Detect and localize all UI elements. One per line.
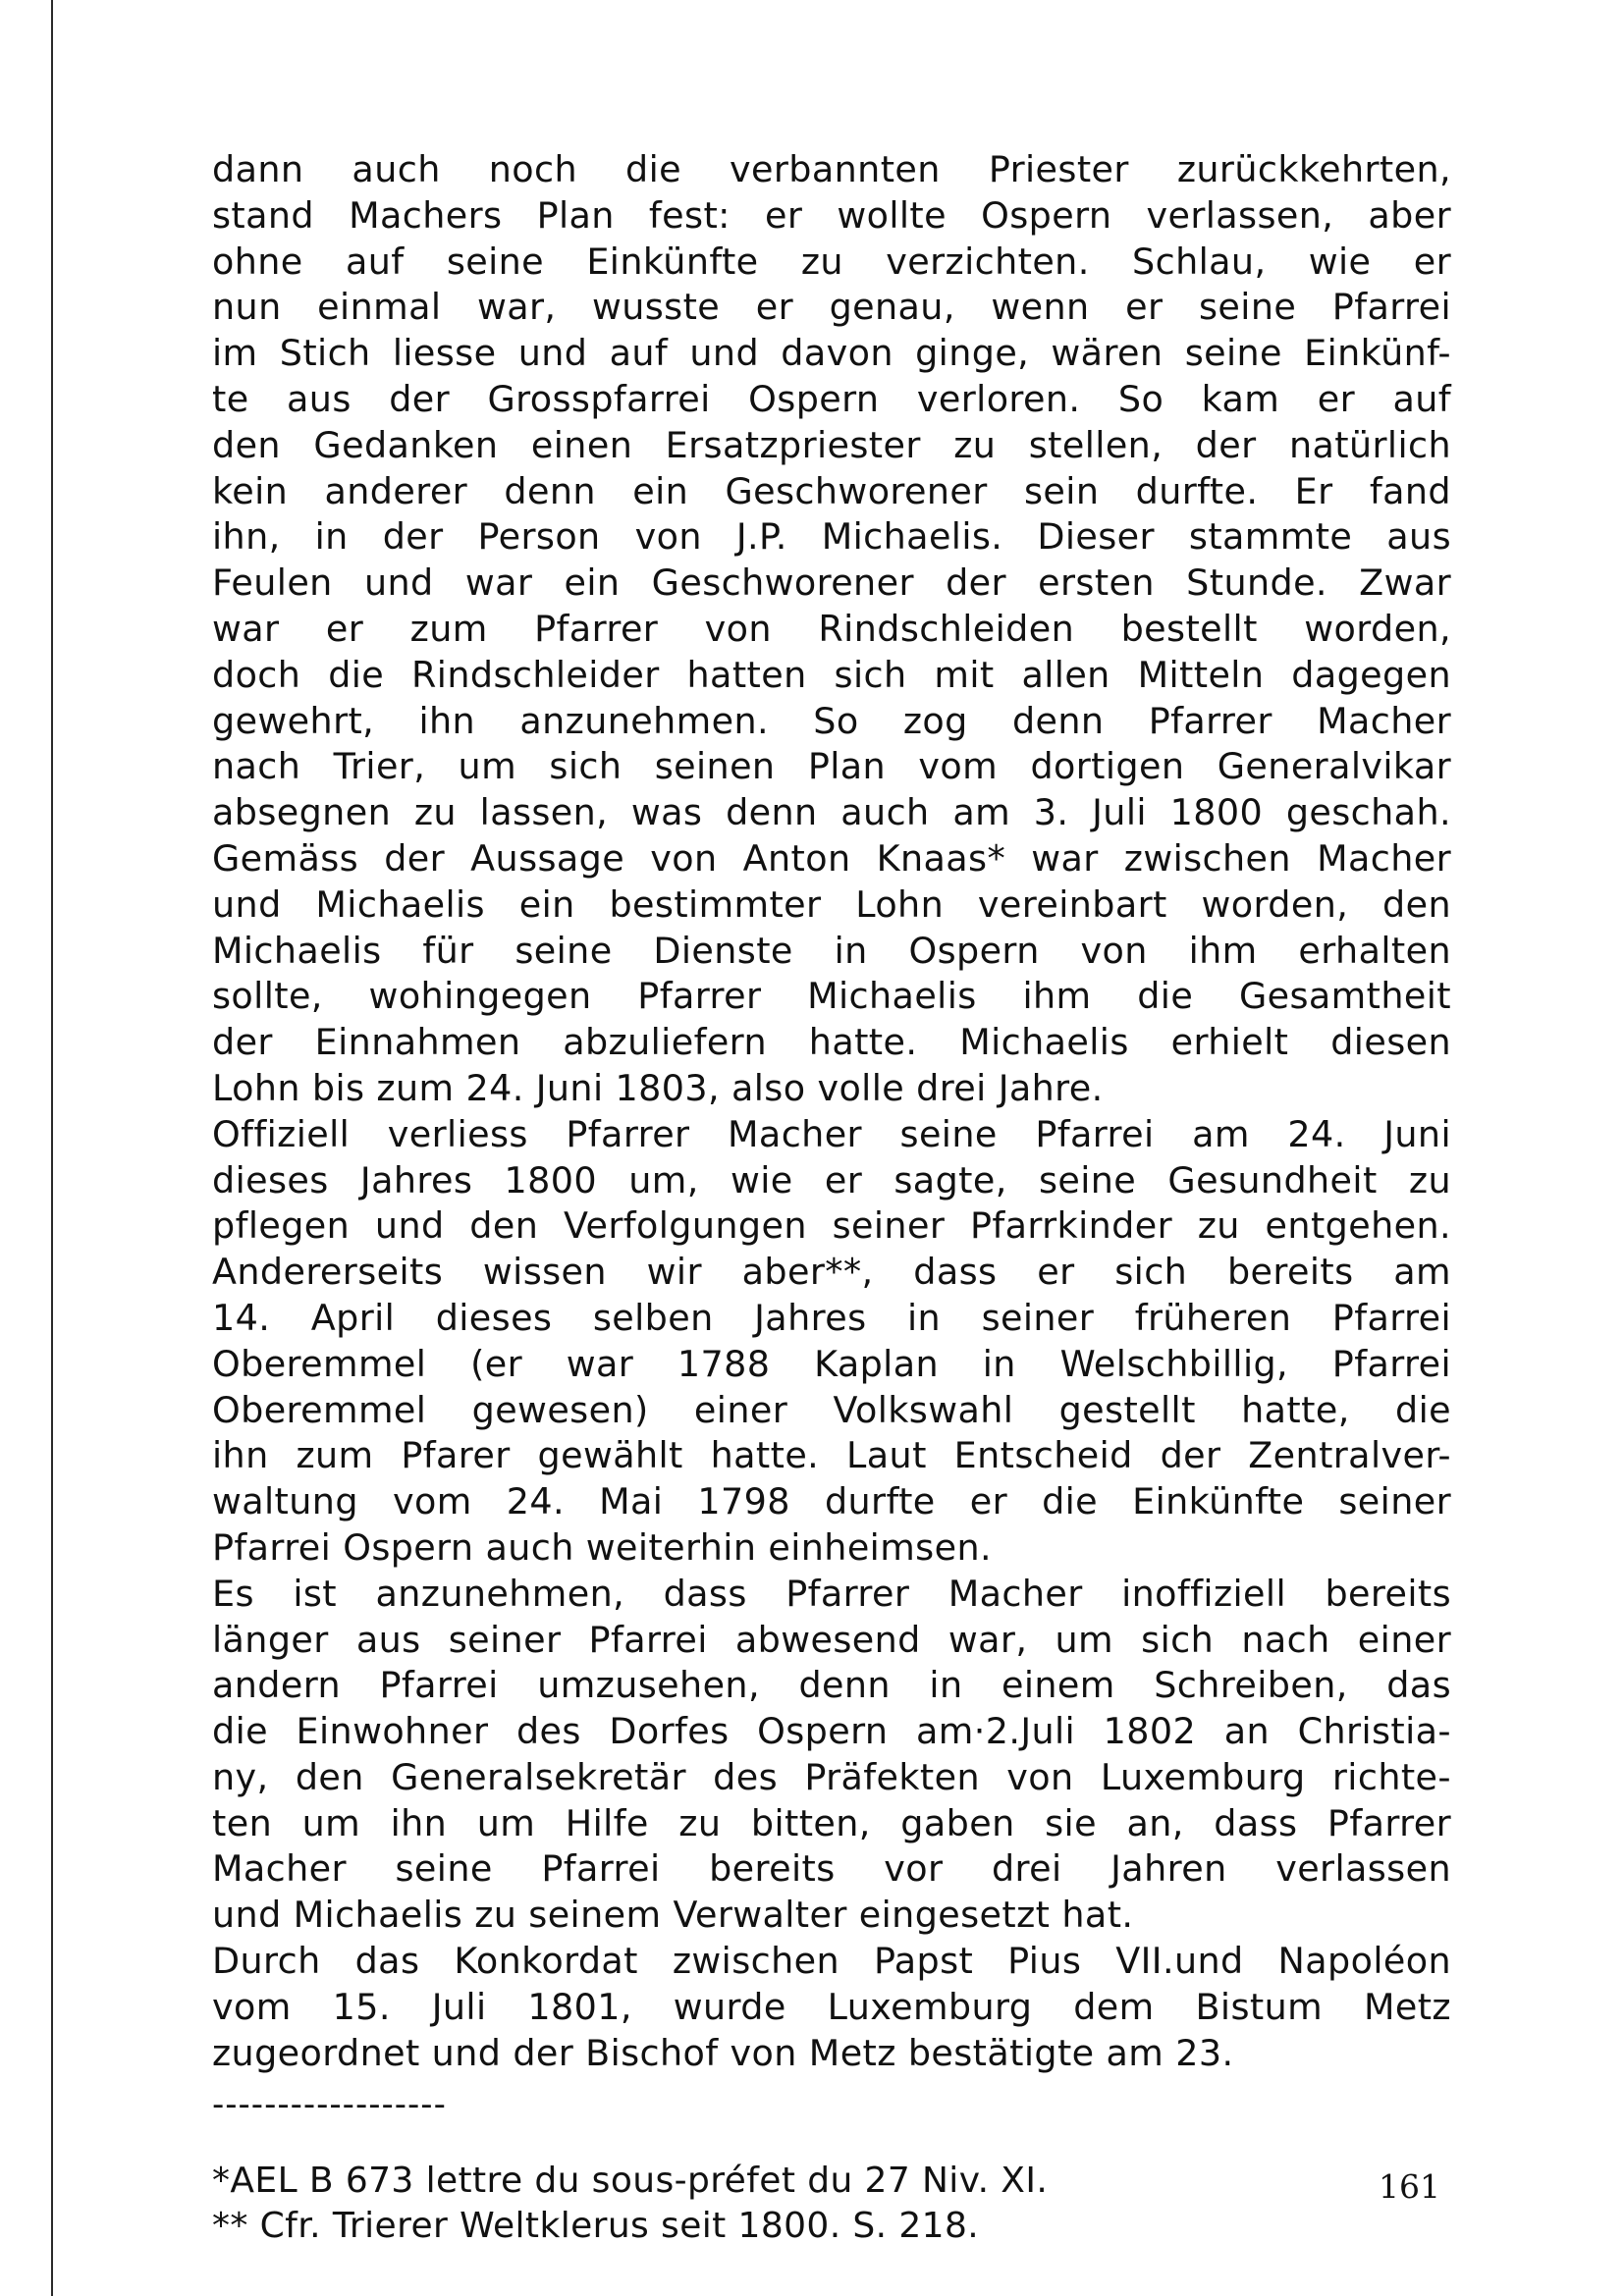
book-page <box>212 147 1451 2249</box>
text-line: Es ist anzunehmen, dass Pfarrer Macher inoffiziell bereits <box>212 1572 1451 1615</box>
text-line: Oberemmel (er war 1788 Kaplan in Welschbillig, Pfarrei <box>212 1342 1451 1385</box>
text-line: ten um ihn um Hilfe zu bitten, gaben sie an, dass Pfarrer <box>212 1801 1451 1844</box>
text-line: Feulen und war ein Geschworener der ersten Stunde. Zwar <box>212 561 1451 605</box>
text-line: dann auch noch die verbannten Priester zurückkehrten, <box>212 148 1451 190</box>
binding-edge-line <box>51 0 53 2296</box>
text-line: Oberemmel gewesen) einer Volkswahl gestellt hatte, die <box>212 1388 1451 1431</box>
text-line: Gemäss der Aussage von Anton Knaas* war zwischen Macher <box>212 836 1451 880</box>
paragraph <box>212 1112 1451 1572</box>
text-line: war er zum Pfarrer von Rindschleiden bestellt worden, <box>212 607 1451 650</box>
text-line: doch die Rindschleider hatten sich mit allen Mitteln dagegen <box>212 653 1451 696</box>
text-line: und Michaelis ein bestimmter Lohn vereinbart worden, den <box>212 882 1451 926</box>
text-line: pflegen und den Verfolgungen seiner Pfarrkinder zu entgehen. <box>212 1204 1451 1248</box>
text-line: sollte, wohingegen Pfarrer Michaelis ihm die Gesamtheit <box>212 975 1451 1018</box>
text-line: Andererseits wissen wir aber**, dass er sich bereits am <box>212 1251 1451 1294</box>
text-line: stand Machers Plan fest: er wollte Ospern verlassen, aber <box>212 193 1451 237</box>
text-line: Michaelis für seine Dienste in Ospern von ihm erhalten <box>212 929 1451 972</box>
paragraph <box>212 1939 1451 2076</box>
text-line: Offiziell verliess Pfarrer Macher seine Pfarrei am 24. Juni <box>212 1112 1451 1155</box>
page-number: 161 <box>1379 2167 1440 2206</box>
text-line: und Michaelis zu seinem Verwalter eingesetzt hat. <box>212 1894 1134 1937</box>
text-line: 14. April dieses selben Jahres in seiner früheren Pfarrei <box>212 1296 1451 1339</box>
text-line: ihn, in der Person von J.P. Michaelis. Dieser stammte aus <box>212 515 1451 559</box>
text-line: die Einwohner des Dorfes Ospern am·2.Juli 1802 an Christia- <box>212 1710 1451 1753</box>
text-line: länger aus seiner Pfarrei abwesend war, um sich nach einer <box>212 1618 1451 1661</box>
text-line: der Einnahmen abzuliefern hatte. Michaelis erhielt diesen <box>212 1021 1451 1064</box>
text-line: ohne auf seine Einkünfte zu verzichten. Schlau, wie er <box>212 240 1451 283</box>
text-line: ihn zum Pfarer gewählt hatte. Laut Entscheid der Zentralver- <box>212 1434 1451 1477</box>
text-line: waltung vom 24. Mai 1798 durfte er die Einkünfte seiner <box>212 1480 1451 1523</box>
text-line: nach Trier, um sich seinen Plan vom dortigen Generalvikar <box>212 745 1451 788</box>
body-text <box>212 147 1451 2076</box>
text-line: vom 15. Juli 1801, wurde Luxemburg dem Bistum Metz <box>212 1985 1451 2028</box>
footnote-2: ** Cfr. Trierer Weltklerus seit 1800. S. 218. <box>212 2206 980 2247</box>
text-line: absegnen zu lassen, was denn auch am 3. Juli 1800 geschah. <box>212 791 1451 834</box>
text-line: nun einmal war, wusste er genau, wenn er seine Pfarrei <box>212 286 1451 329</box>
text-line: im Stich liesse und auf und davon ginge, wären seine Einkünf- <box>212 332 1451 375</box>
text-line: kein anderer denn ein Geschworener sein durfte. Er fand <box>212 469 1451 512</box>
paragraph <box>212 147 1451 1112</box>
footnotes <box>212 2159 1451 2249</box>
text-line: Durch das Konkordat zwischen Papst Pius VII.und Napoléon <box>212 1940 1451 1983</box>
text-line: andern Pfarrei umzusehen, denn in einem Schreiben, das <box>212 1664 1451 1707</box>
text-line: zugeordnet und der Bischof von Metz bestätigte am 23. <box>212 2031 1234 2074</box>
footnote-separator: ------------------ <box>212 2085 447 2125</box>
text-line: ny, den Generalsekretär des Präfekten von Luxemburg richte- <box>212 1755 1451 1798</box>
footnote-1: *AEL B 673 lettre du sous-préfet du 27 Niv. XI. <box>212 2161 1049 2202</box>
text-line: Macher seine Pfarrei bereits vor drei Jahren verlassen <box>212 1847 1451 1891</box>
text-line: dieses Jahres 1800 um, wie er sagte, seine Gesundheit zu <box>212 1158 1451 1201</box>
text-line: Pfarrei Ospern auch weiterhin einheimsen. <box>212 1525 992 1569</box>
text-line: den Gedanken einen Ersatzpriester zu stellen, der natürlich <box>212 423 1451 466</box>
text-line: Lohn bis zum 24. Juni 1803, also volle drei Jahre. <box>212 1066 1104 1109</box>
text-line: gewehrt, ihn anzunehmen. So zog denn Pfarrer Macher <box>212 699 1451 742</box>
paragraph <box>212 1572 1451 1939</box>
text-line: te aus der Grosspfarrei Ospern verloren. So kam er auf <box>212 377 1451 420</box>
